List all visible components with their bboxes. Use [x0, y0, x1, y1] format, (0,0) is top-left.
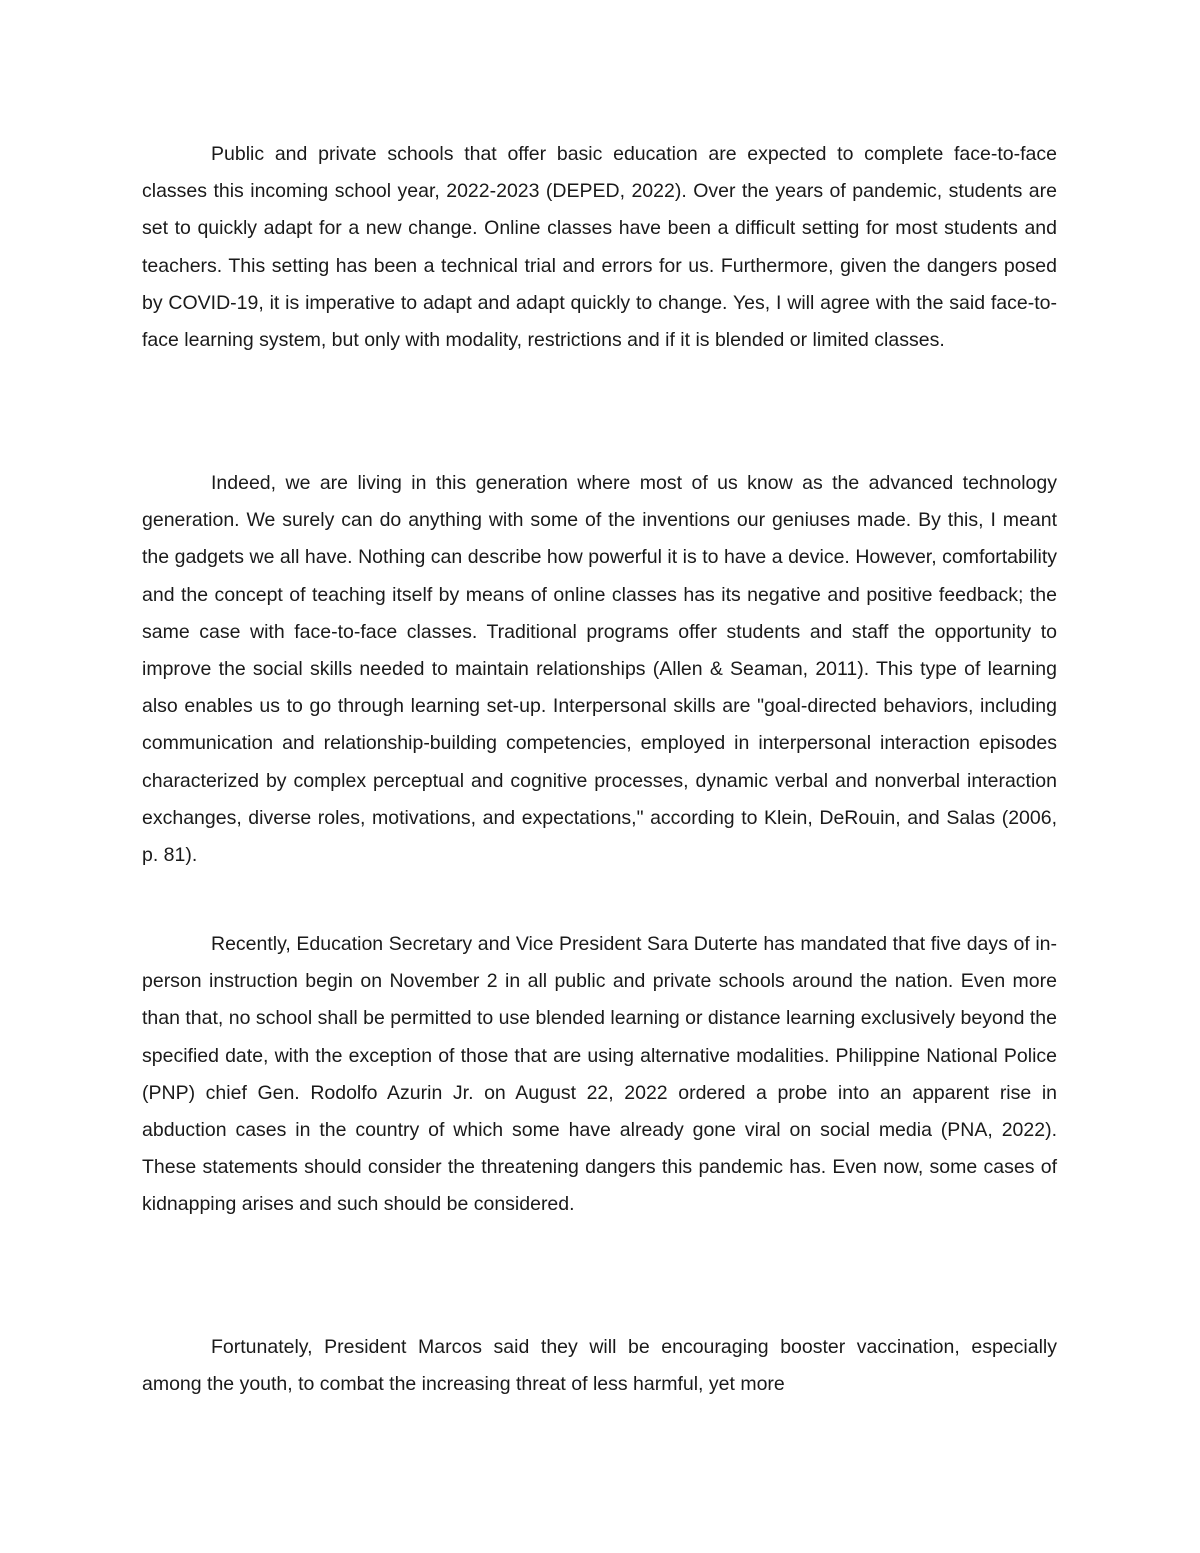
paragraph-booster-vaccination: Fortunately, President Marcos said they will be encouraging booster vaccination, especially among the youth, to combat the increasing threat of less harmful, yet more	[142, 1336, 1057, 1396]
paragraph-in-person-instruction: Recently, Education Secretary and Vice President Sara Duterte has mandated that five days of in-person instruction begin on November 2 in all public and private schools around the nation. Even more than that, no school shall be permitted to use blended learning or distance learning exclusively beyond the specified date, with the exception of those that are using alternative modalities. Philippine National Police (PNP) chief Gen. Rodolfo Azurin Jr. on August 22, 2022 ordered a probe into an apparent rise in abduction cases in the country of which some have already gone viral on social media (PNA, 2022). These statements should consider the threatening dangers this pandemic has. Even now, some cases of kidnapping arises and such should be considered.	[142, 933, 1057, 1216]
paragraph-face-to-face-classes: Public and private schools that offer basic education are expected to complete face-to-face classes this incoming school year, 2022-2023 (DEPED, 2022). Over the years of pandemic, students are set to quickly adapt for a new change. Online classes have been a difficult setting for most students and teachers. This setting has been a technical trial and errors for us. Furthermore, given the dangers posed by COVID-19, it is imperative to adapt and adapt quickly to change. Yes, I will agree with the said face-to-face learning system, but only with modality, restrictions and if it is blended or limited classes.	[142, 143, 1057, 352]
paragraph-technology-generation: Indeed, we are living in this generation where most of us know as the advanced technology generation. We surely can do anything with some of the inventions our geniuses made. By this, I meant the gadgets we all have. Nothing can describe how powerful it is to have a device. However, comfortability and the concept of teaching itself by means of online classes has its negative and positive feedback; the same case with face-to-face classes. Traditional programs offer students and staff the opportunity to improve the social skills needed to maintain relationships (Allen & Seaman, 2011). This type of learning also enables us to go through learning set-up. Interpersonal skills are "goal-directed behaviors, including communication and relationship-building competencies, employed in interpersonal interaction episodes characterized by complex perceptual and cognitive processes, dynamic verbal and nonverbal interaction exchanges, diverse roles, motivations, and expectations," according to Klein, DeRouin, and Salas (2006, p. 81).	[142, 472, 1057, 867]
page-bottom-margin	[0, 1412, 1200, 1553]
